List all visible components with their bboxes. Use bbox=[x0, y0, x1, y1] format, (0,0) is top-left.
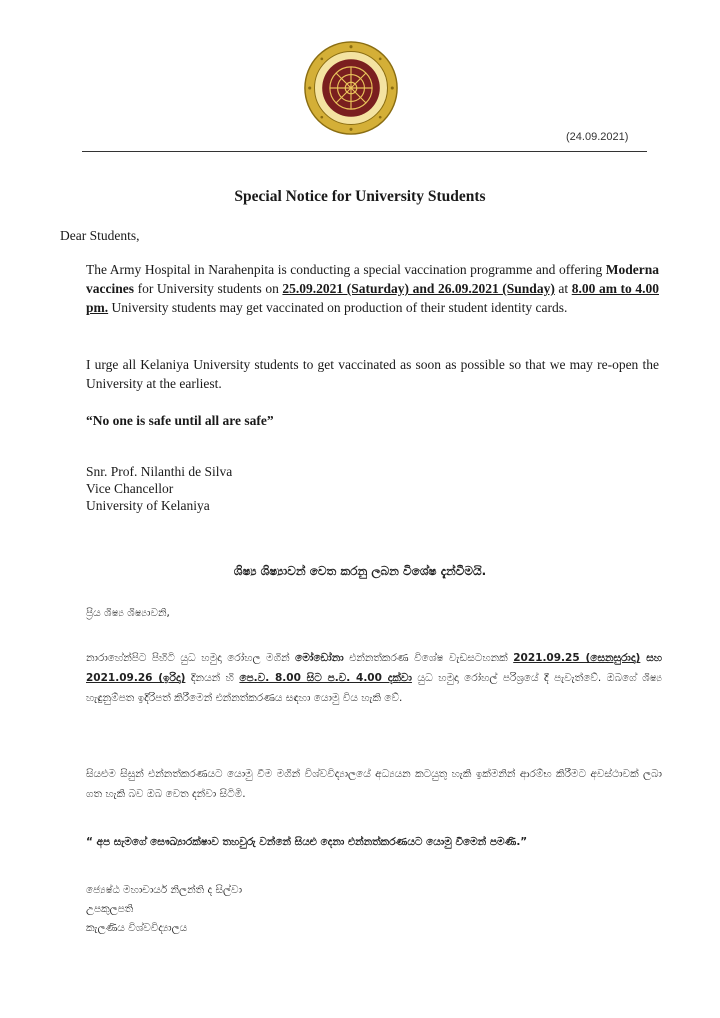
page-title: Special Notice for University Students bbox=[234, 188, 486, 205]
paragraph-urge: I urge all Kelaniya University students to get vaccinated as soon as possible so that we may re-open the University at the earliest. bbox=[86, 357, 659, 391]
sinhala-time: පෙ.ව. 8.00 සිට ප.ව. 4.00 දක්වා bbox=[239, 672, 412, 684]
header-divider bbox=[82, 151, 647, 152]
salutation: Dear Students, bbox=[60, 228, 140, 243]
university-seal-icon bbox=[303, 40, 399, 136]
text-segment: at bbox=[554, 281, 572, 296]
sinhala-salutation: ප්‍රිය ශිෂ්‍ය ශිෂ්‍යාවනි, bbox=[86, 607, 170, 619]
sinhala-date-2: 2021.09.26 (ඉරිදා) bbox=[86, 672, 186, 684]
sinhala-paragraph-urge: සියළුම සිසුන් එන්නත්කරණයට යොමු වීම මගින් විශ්වවිද්‍යාලයේ අධ්‍යයන කටයුතු හැකි ඉක්මනින් ආරම්භ කිරීමට අවස්ථාවක් ලබා ගත හැකි බව ඔබ වෙත දන්වා සිටිමි. bbox=[86, 768, 662, 800]
sinhala-signatory-org: කැලණිය විශ්වවිද්‍යාලය bbox=[86, 922, 188, 934]
notice-date: (24.09.2021) bbox=[566, 131, 629, 143]
paragraph-vaccination-info bbox=[86, 260, 659, 317]
text-segment: දිනයන් හි bbox=[185, 672, 240, 684]
sinhala-date-1: 2021.09.25 (සෙනසුරාදා) bbox=[513, 652, 641, 664]
text-segment: University students may get vaccinated on production of their student identity cards. bbox=[108, 300, 568, 315]
sinhala-vaccine-name: මෝඩෝනා bbox=[295, 652, 344, 664]
vaccination-time: 8.00 am to 4.00 pm. bbox=[86, 281, 659, 315]
slogan-quote: “No one is safe until all are safe” bbox=[86, 413, 274, 428]
text-segment: නාරාහේන්පිට පිහිටි යුධ හමුදා රෝහල මගින් bbox=[86, 652, 296, 664]
sinhala-signature-block bbox=[86, 881, 242, 938]
text-segment: The Army Hospital in Narahenpita is conducting a special vaccination programme and offering bbox=[86, 262, 606, 277]
text-segment: යුධ හමුදා රෝහල් පරිශ්‍රයේ දී පැවැත්වේ. ඔබගේ ශිෂ්‍ය හැඳුනුම්පත ඉදිරිපත් කිරීමෙන් එන්නත්කරණය සඳහා යොමු විය හැකි වේ. bbox=[86, 672, 662, 704]
signatory-role: Vice Chancellor bbox=[86, 481, 174, 496]
sinhala-signatory-role: උපකුලපති bbox=[86, 903, 134, 915]
text-segment: for University students on bbox=[134, 281, 283, 296]
text-segment: සහ bbox=[640, 652, 663, 664]
signatory-org: University of Kelaniya bbox=[86, 498, 210, 513]
signatory-name: Snr. Prof. Nilanthi de Silva bbox=[86, 464, 233, 479]
vaccination-dates: 25.09.2021 (Saturday) and 26.09.2021 (Sunday) bbox=[282, 281, 555, 296]
sinhala-paragraph-vaccination-info bbox=[86, 648, 662, 708]
vaccine-name: Moderna vaccines bbox=[86, 262, 659, 296]
sinhala-slogan-quote: “ අප සැමගේ සෞඛ්‍යාරක්ෂාව තහවුරු වන්නේ සියළු දෙනා එන්නත්කරණයට යොමු වීමෙන් පමණි.” bbox=[86, 836, 528, 848]
sinhala-signatory-name: ජ්‍යෙෂ්ඨ මහාචාර්ය නිලන්ති ද සිල්වා bbox=[86, 884, 243, 896]
signature-block bbox=[86, 463, 232, 514]
text-segment: එන්නත්කරණ විශේෂ වැඩසටහනක් bbox=[343, 652, 514, 664]
sinhala-title: ශිෂ්‍ය ශිෂ්‍යාවන් වෙත කරනු ලබන විශේෂ දැන්වීමයි. bbox=[233, 564, 487, 578]
